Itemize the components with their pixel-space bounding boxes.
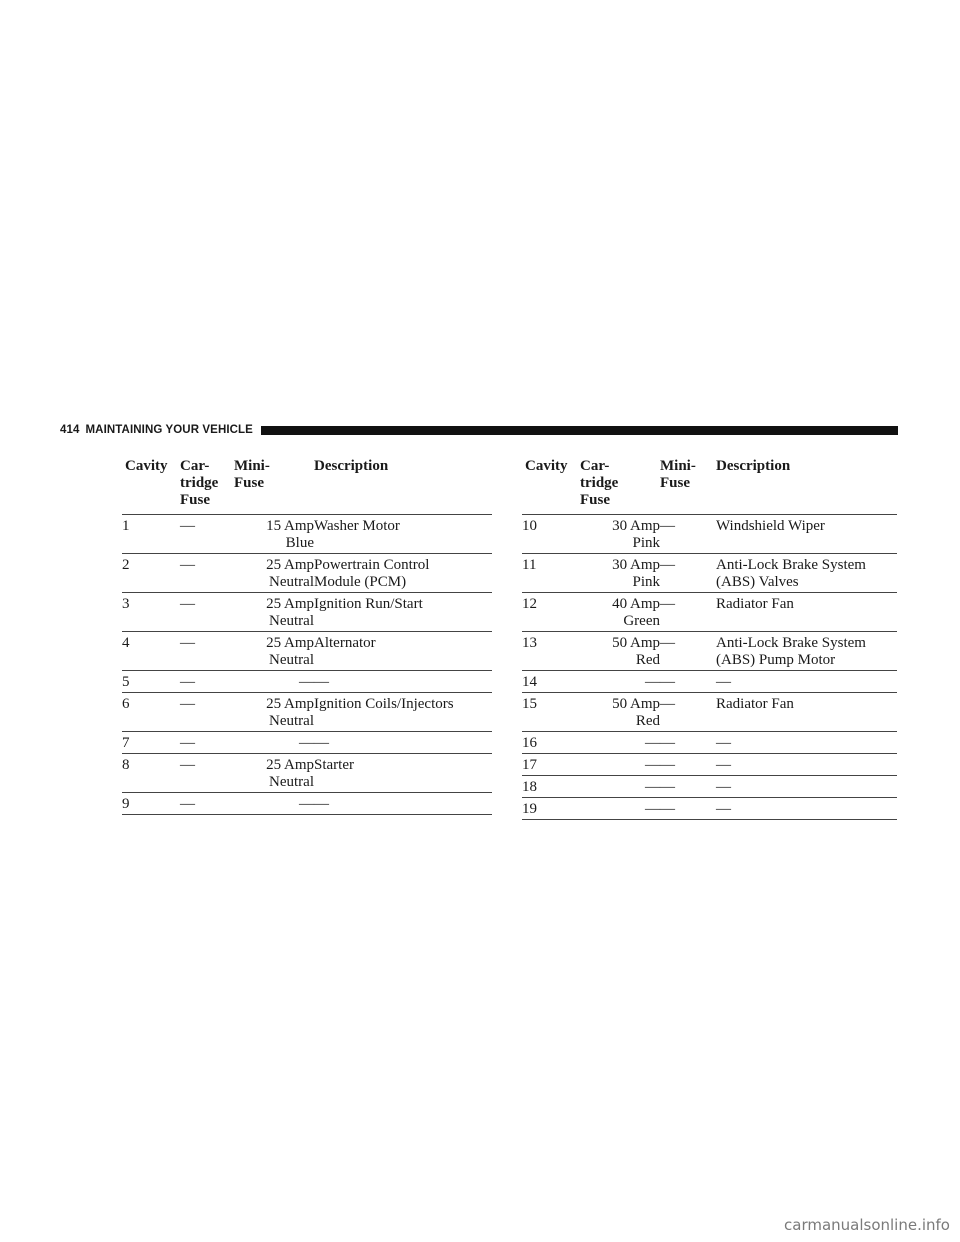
table-row (522, 798, 897, 820)
cell-mini-fuse: 25 Amp Neutral (234, 693, 314, 732)
cell-cavity: 16 (522, 732, 580, 754)
col-mini-fuse: Mini- Fuse (660, 456, 716, 515)
col-description: Description (314, 456, 492, 515)
cell-cavity: 10 (522, 515, 580, 554)
cell-description: — (314, 793, 492, 815)
cell-cartridge-fuse: 50 Amp Red (580, 693, 660, 732)
cell-cavity: 3 (122, 593, 180, 632)
cell-mini-fuse: — (660, 754, 716, 776)
cell-mini-fuse: — (660, 593, 716, 632)
table-body (522, 515, 897, 820)
cell-cartridge-fuse: — (580, 754, 660, 776)
table-row (522, 554, 897, 593)
table-row (122, 732, 492, 754)
table-row (122, 754, 492, 793)
cell-cavity: 19 (522, 798, 580, 820)
cell-description: Starter (314, 754, 492, 793)
cell-cavity: 6 (122, 693, 180, 732)
col-cartridge-fuse: Car- tridge Fuse (580, 456, 660, 515)
table-row (522, 776, 897, 798)
col-cartridge-fuse: Car- tridge Fuse (180, 456, 234, 515)
cell-cartridge-fuse: — (580, 671, 660, 693)
cell-description: — (716, 732, 897, 754)
cell-cartridge-fuse: — (180, 593, 234, 632)
cell-cavity: 4 (122, 632, 180, 671)
table-row (522, 632, 897, 671)
cell-cartridge-fuse: — (580, 776, 660, 798)
cell-description: Anti-Lock Brake System (ABS) Valves (716, 554, 897, 593)
cell-cartridge-fuse: 50 Amp Red (580, 632, 660, 671)
table-row (122, 593, 492, 632)
cell-mini-fuse: — (660, 732, 716, 754)
cell-cavity: 14 (522, 671, 580, 693)
cell-cartridge-fuse: 30 Amp Pink (580, 515, 660, 554)
table-row (122, 793, 492, 815)
cell-cartridge-fuse: — (180, 732, 234, 754)
cell-description: Radiator Fan (716, 693, 897, 732)
cell-mini-fuse: — (660, 798, 716, 820)
table-row (122, 554, 492, 593)
cell-cavity: 15 (522, 693, 580, 732)
page-header (60, 422, 898, 438)
fuse-table-right (522, 456, 897, 820)
cell-description: — (716, 754, 897, 776)
col-mini-fuse: Mini- Fuse (234, 456, 314, 515)
cell-cavity: 18 (522, 776, 580, 798)
header-rule (261, 426, 898, 435)
cell-mini-fuse: — (660, 671, 716, 693)
cell-description: Radiator Fan (716, 593, 897, 632)
cell-description: Anti-Lock Brake System (ABS) Pump Motor (716, 632, 897, 671)
fuse-table-left (122, 456, 492, 815)
cell-mini-fuse: 25 Amp Neutral (234, 593, 314, 632)
col-description: Description (716, 456, 897, 515)
table-row (522, 593, 897, 632)
section-title: MAINTAINING YOUR VEHICLE (85, 424, 253, 436)
table-row (522, 693, 897, 732)
cell-cavity: 17 (522, 754, 580, 776)
cell-cavity: 12 (522, 593, 580, 632)
cell-description: — (314, 732, 492, 754)
cell-description: Washer Motor (314, 515, 492, 554)
cell-mini-fuse: 25 Amp Neutral (234, 554, 314, 593)
table-row (522, 671, 897, 693)
cell-description: Ignition Run/Start (314, 593, 492, 632)
cell-cartridge-fuse: — (180, 554, 234, 593)
table-row (522, 754, 897, 776)
cell-cartridge-fuse: — (180, 693, 234, 732)
cell-cavity: 13 (522, 632, 580, 671)
watermark: carmanualsonline.info (784, 1216, 950, 1234)
cell-cavity: 5 (122, 671, 180, 693)
cell-cartridge-fuse: 30 Amp Pink (580, 554, 660, 593)
cell-mini-fuse: — (660, 693, 716, 732)
cell-description: — (716, 671, 897, 693)
cell-cartridge-fuse: 40 Amp Green (580, 593, 660, 632)
table-row (122, 632, 492, 671)
cell-mini-fuse: — (660, 632, 716, 671)
col-cavity: Cavity (122, 456, 180, 515)
cell-mini-fuse: — (660, 515, 716, 554)
cell-mini-fuse: 25 Amp Neutral (234, 754, 314, 793)
cell-description: — (716, 798, 897, 820)
cell-mini-fuse: — (660, 776, 716, 798)
table-header-row (122, 456, 492, 515)
cell-cartridge-fuse: — (180, 793, 234, 815)
table-row (122, 693, 492, 732)
cell-cavity: 11 (522, 554, 580, 593)
cell-description: — (716, 776, 897, 798)
table-header-row (522, 456, 897, 515)
col-cavity: Cavity (522, 456, 580, 515)
cell-mini-fuse: 25 Amp Neutral (234, 632, 314, 671)
cell-cartridge-fuse: — (180, 671, 234, 693)
cell-mini-fuse: — (234, 671, 314, 693)
cell-description: Alternator (314, 632, 492, 671)
cell-mini-fuse: — (234, 732, 314, 754)
table-body (122, 515, 492, 815)
cell-mini-fuse: — (234, 793, 314, 815)
cell-cartridge-fuse: — (580, 732, 660, 754)
cell-cavity: 1 (122, 515, 180, 554)
cell-description: Windshield Wiper (716, 515, 897, 554)
cell-cartridge-fuse: — (580, 798, 660, 820)
cell-cavity: 7 (122, 732, 180, 754)
cell-cavity: 2 (122, 554, 180, 593)
table-row (122, 515, 492, 554)
page-number: 414 (60, 424, 80, 436)
table-row (122, 671, 492, 693)
cell-mini-fuse: — (660, 554, 716, 593)
cell-mini-fuse: 15 Amp Blue (234, 515, 314, 554)
cell-cartridge-fuse: — (180, 632, 234, 671)
cell-description: Powertrain Control Module (PCM) (314, 554, 492, 593)
cell-cavity: 8 (122, 754, 180, 793)
cell-cavity: 9 (122, 793, 180, 815)
table-row (522, 732, 897, 754)
cell-cartridge-fuse: — (180, 515, 234, 554)
cell-description: — (314, 671, 492, 693)
table-row (522, 515, 897, 554)
cell-description: Ignition Coils/Injectors (314, 693, 492, 732)
cell-cartridge-fuse: — (180, 754, 234, 793)
